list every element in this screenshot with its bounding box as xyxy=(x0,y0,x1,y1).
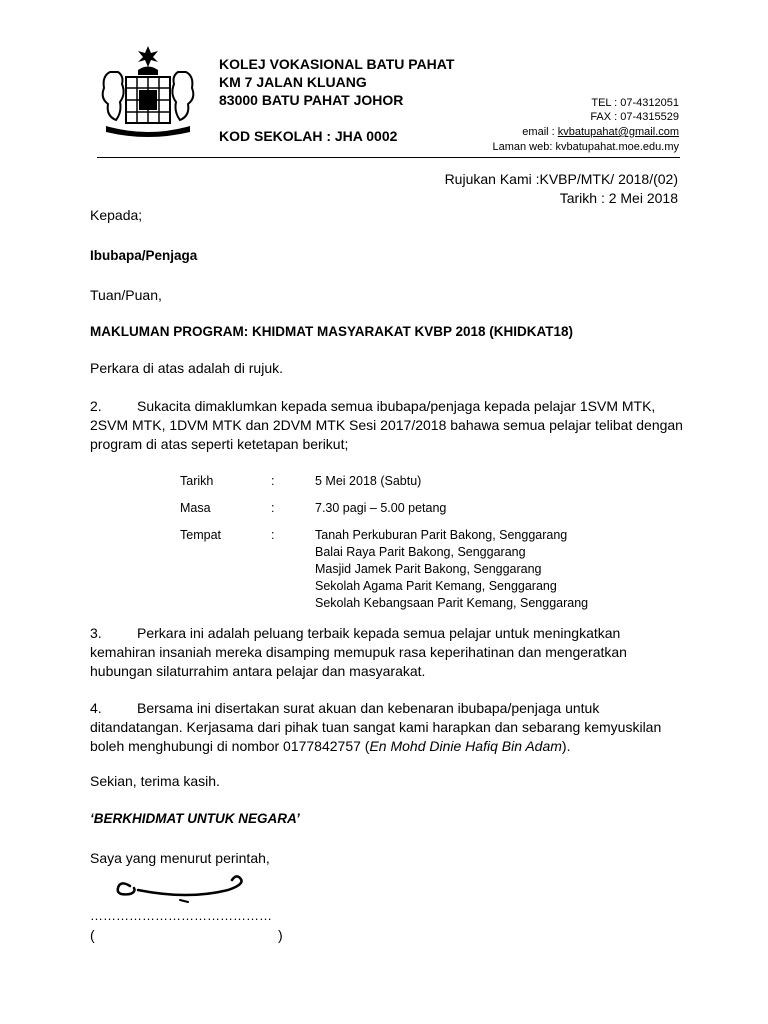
letter-date: Tarikh : 2 Mei 2018 xyxy=(559,190,678,206)
website: Laman web: kvbatupahat.moe.edu.my xyxy=(492,141,679,153)
paragraph-4-line xyxy=(90,737,570,756)
to-label: Kepada; xyxy=(90,207,143,223)
paragraph-4-number: 4. xyxy=(90,700,102,716)
paragraph-3-number: 3. xyxy=(90,625,102,641)
address-line-1: KM 7 JALAN KLUANG xyxy=(219,74,367,90)
reference-number: Rujukan Kami :KVBP/MTK/ 2018/(02) xyxy=(444,171,678,187)
telephone: TEL : 07-4312051 xyxy=(591,97,679,109)
paragraph-2-line: 2SVM MTK, 1DVM MTK dan 2DVM MTK Sesi 2017/2018 bahawa semua pelajar telibat dengan xyxy=(90,417,683,433)
signature xyxy=(108,870,258,910)
malaysia-coat-of-arms-logo xyxy=(92,42,204,138)
email-line xyxy=(522,125,679,140)
paragraph-2-line: Sukacita dimaklumkan kepada semua ibubapa/penjaga kepada pelajar 1SVM MTK, xyxy=(137,398,656,414)
paragraph-2-line: program di atas seperti ketetapan berikut; xyxy=(90,436,349,452)
contact-person: En Mohd Dinie Hafiq Bin Adam xyxy=(369,738,562,754)
paragraph-4-line: ditandatangan. Kerjasama dari pihak tuan sangat kami harapkan dan sebarang kemyuskilan xyxy=(90,719,662,735)
schedule-colon: : xyxy=(271,501,275,515)
contact-suffix: ). xyxy=(561,738,571,754)
schedule-place-item: Masjid Jamek Parit Bakong, Senggarang xyxy=(315,562,542,576)
email-link[interactable]: kvbatupahat@gmail.com xyxy=(557,126,679,138)
paragraph-3-line: kemahiran insaniah mereka disamping memupuk rasa keperihatinan dan mengeratkan xyxy=(90,644,627,660)
sign-off: Saya yang menurut perintah, xyxy=(90,850,270,866)
recipient: Ibubapa/Penjaga xyxy=(90,248,198,263)
schedule-time-value: 7.30 pagi – 5.00 petang xyxy=(315,501,447,515)
subject: MAKLUMAN PROGRAM: KHIDMAT MASYARAKAT KVBP 2018 (KHIDKAT18) xyxy=(90,324,574,339)
schedule-time-label: Masa xyxy=(180,501,211,515)
schedule-place-item: Sekolah Kebangsaan Parit Kemang, Senggarang xyxy=(315,596,589,610)
motto: ‘BERKHIDMAT UNTUK NEGARA’ xyxy=(90,811,300,826)
school-code: KOD SEKOLAH : JHA 0002 xyxy=(219,128,398,144)
paragraph-2-number: 2. xyxy=(90,398,102,414)
schedule-place-item: Tanah Perkuburan Parit Bakong, Senggarang xyxy=(315,528,568,542)
fax: FAX : 07-4315529 xyxy=(590,111,679,123)
paragraph-3-line: hubungan silaturrahim antara pelajar dan masyarakat. xyxy=(90,663,426,679)
schedule-colon: : xyxy=(271,474,275,488)
schedule-date-label: Tarikh xyxy=(180,474,214,488)
email-label: email : xyxy=(522,126,558,138)
paragraph-1: Perkara di atas adalah di rujuk. xyxy=(90,360,283,376)
address-line-2: 83000 BATU PAHAT JOHOR xyxy=(219,92,404,108)
salutation: Tuan/Puan, xyxy=(90,287,162,303)
schedule-place-item: Balai Raya Parit Bakong, Senggarang xyxy=(315,545,526,559)
paragraph-4-line: Bersama ini disertakan surat akuan dan kebenaran ibubapa/penjaga untuk xyxy=(137,700,600,716)
closing: Sekian, terima kasih. xyxy=(90,773,220,789)
signature-dotted-line: …………………………………… xyxy=(90,908,272,923)
paragraph-3-line: Perkara ini adalah peluang terbaik kepada semua pelajar untuk meningkatkan xyxy=(137,625,621,641)
college-name: KOLEJ VOKASIONAL BATU PAHAT xyxy=(219,56,455,72)
header-divider xyxy=(97,157,680,158)
name-open-bracket: ( xyxy=(90,927,95,943)
schedule-place-item: Sekolah Agama Parit Kemang, Senggarang xyxy=(315,579,557,593)
schedule-place-label: Tempat xyxy=(180,528,221,542)
schedule-date-value: 5 Mei 2018 (Sabtu) xyxy=(315,474,422,488)
contact-prefix: boleh menghubungi di nombor 0177842757 ( xyxy=(90,738,370,754)
schedule-colon: : xyxy=(271,528,275,542)
name-close-bracket: ) xyxy=(278,927,283,943)
